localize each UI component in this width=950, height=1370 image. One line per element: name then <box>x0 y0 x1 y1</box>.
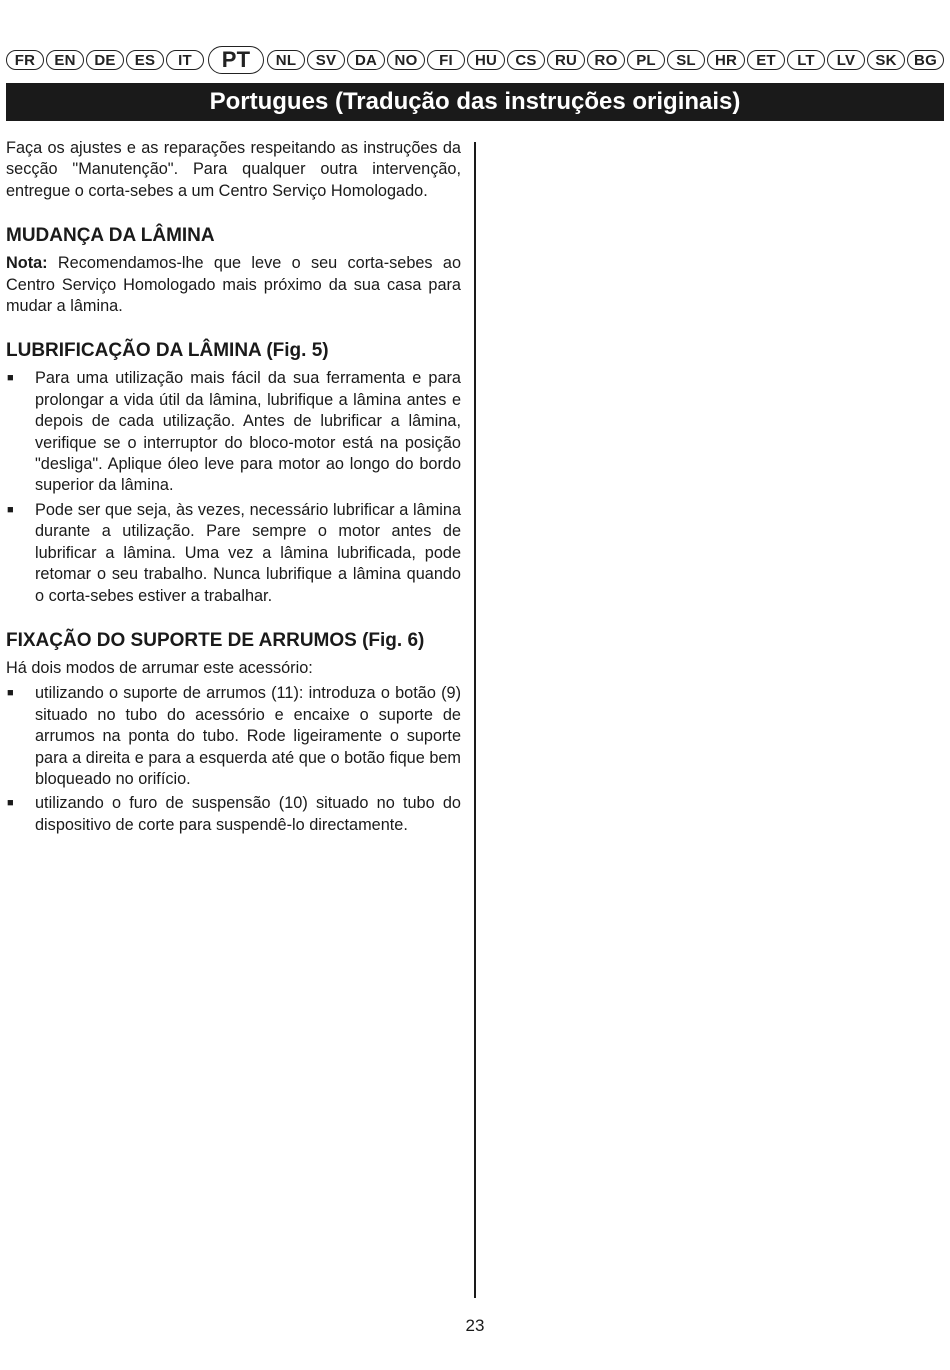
left-column <box>6 138 461 839</box>
lang-tab-sv[interactable]: SV <box>307 50 345 70</box>
page-title: Portugues (Tradução das instruções originais) <box>6 83 944 121</box>
bullet-square-icon: ■ <box>7 372 14 385</box>
lang-tab-de[interactable]: DE <box>86 50 124 70</box>
storage-intro: Há dois modos de arrumar este acessório: <box>6 658 313 677</box>
list-item <box>6 368 461 496</box>
lang-tab-hr[interactable]: HR <box>707 50 745 70</box>
page-number: 23 <box>465 1316 485 1335</box>
lang-tab-sl[interactable]: SL <box>667 50 705 70</box>
lang-tab-lv[interactable]: LV <box>827 50 865 70</box>
list-item <box>6 500 461 607</box>
lang-tab-bg[interactable]: BG <box>907 50 944 70</box>
lang-tab-et[interactable]: ET <box>747 50 785 70</box>
bullet-square-icon: ■ <box>7 797 14 810</box>
blade-change-note <box>6 253 461 317</box>
heading-blade-change: MUDANÇA DA LÂMINA <box>6 225 215 247</box>
lang-tab-pt[interactable]: PT <box>208 46 264 74</box>
lang-tab-fi[interactable]: FI <box>427 50 465 70</box>
lang-tab-no[interactable]: NO <box>387 50 425 70</box>
lang-tab-sk[interactable]: SK <box>867 50 905 70</box>
lang-tab-ru[interactable]: RU <box>547 50 585 70</box>
lang-tab-ro[interactable]: RO <box>587 50 625 70</box>
heading-storage-bracket: FIXAÇÃO DO SUPORTE DE ARRUMOS (Fig. 6) <box>6 629 425 651</box>
bullet-square-icon: ■ <box>7 687 14 700</box>
language-bar <box>6 46 944 72</box>
lang-tab-hu[interactable]: HU <box>467 50 505 70</box>
lang-tab-lt[interactable]: LT <box>787 50 825 70</box>
lang-tab-es[interactable]: ES <box>126 50 164 70</box>
column-divider <box>474 142 476 1298</box>
list-item <box>6 683 461 790</box>
list-item-text: utilizando o furo de suspensão (10) situado no tubo do dispositivo de corte para suspendê-lo directamente. <box>35 794 461 834</box>
lang-tab-nl[interactable]: NL <box>267 50 305 70</box>
note-text: Recomendamos-lhe que leve o seu corta-sebes ao Centro Serviço Homologado mais próximo da sua casa para mudar a lâmina. <box>6 254 461 316</box>
lang-tab-it[interactable]: IT <box>166 50 204 70</box>
bullet-square-icon: ■ <box>7 503 14 516</box>
lang-tab-da[interactable]: DA <box>347 50 385 70</box>
lang-tab-en[interactable]: EN <box>46 50 84 70</box>
heading-blade-lubrication: LUBRIFICAÇÃO DA LÂMINA (Fig. 5) <box>6 340 329 362</box>
lang-tab-cs[interactable]: CS <box>507 50 545 70</box>
list-item-text: Pode ser que seja, às vezes, necessário lubrificar a lâmina durante a utilização. Pare sempre o motor antes de lubrificar a lâmina. Uma vez a lâmina lubrificada, pode retomar o seu trabalho. Nunca lubrifique a lâmina quando o corta-sebes estiver a trabalhar. <box>35 500 461 605</box>
list-item-text: utilizando o suporte de arrumos (11): introduza o botão (9) situado no tubo do acessório e encaixe o suporte de arrumos na ponta do tubo. Rode ligeiramente o suporte para a direita e para a esquerda até que o botão fique bem bloqueado no orifício. <box>35 684 461 788</box>
note-label: Nota: <box>6 254 48 273</box>
list-item-text: Para uma utilização mais fácil da sua ferramenta e para prolongar a vida útil da lâmina, lubrifique a lâmina antes e depois de cada utilização. Antes de lubrificar a lâmina, verifique se o interruptor do bloco-motor está na posição "desliga". Aplique óleo leve para motor ao longo do bordo superior da lâmina. <box>35 369 461 495</box>
storage-list <box>6 683 461 836</box>
lang-tab-pl[interactable]: PL <box>627 50 665 70</box>
intro-paragraph: Faça os ajustes e as reparações respeitando as instruções da secção "Manutenção". Para qualquer outra intervenção, entregue o corta-sebes a um Centro Serviço Homologado. <box>6 139 461 200</box>
lang-tab-fr[interactable]: FR <box>6 50 44 70</box>
lubrication-list <box>6 368 461 606</box>
list-item <box>6 793 461 836</box>
